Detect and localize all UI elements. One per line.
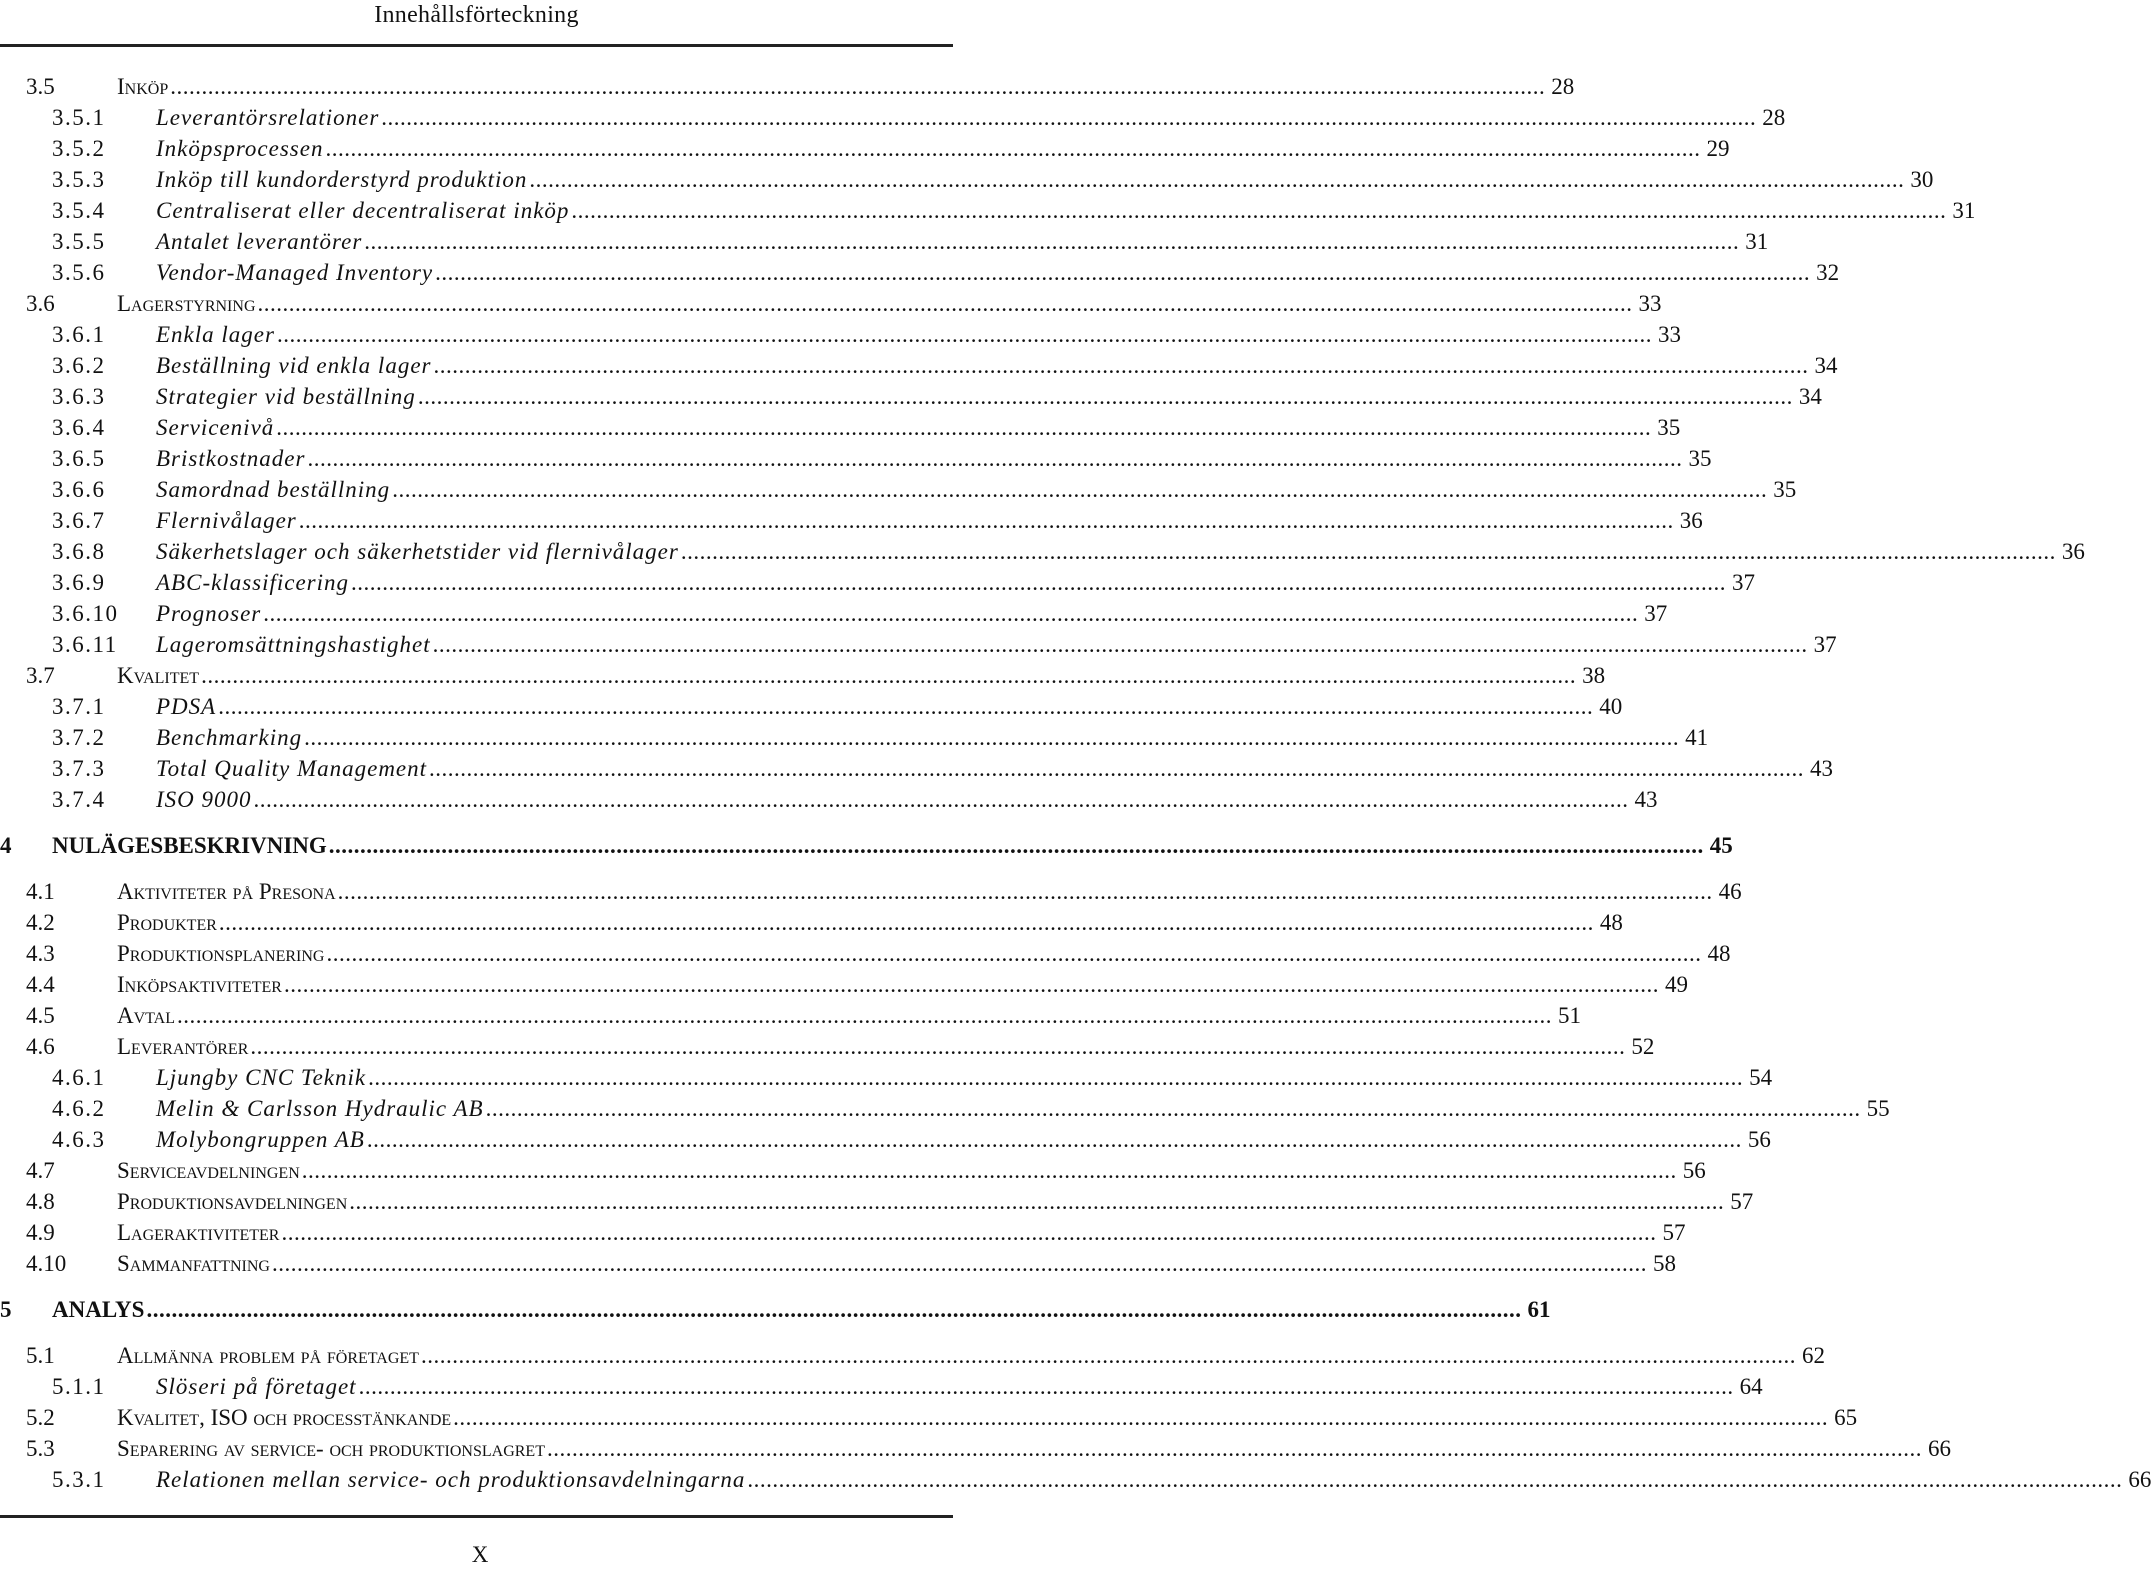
toc-entry-page: 35: [1657, 415, 1681, 440]
toc-entry-number: 4.6.1: [52, 1065, 106, 1090]
dot-leader: ............................................................................................................................................................................................................................: [276, 322, 1652, 347]
dot-leader: ............................................................................................................................................................................................................................: [432, 632, 1808, 657]
toc-entry-number: 3.6.2: [52, 353, 106, 378]
toc-entry[interactable]: [0, 412, 1681, 443]
toc-entry-number: 4.3: [26, 941, 55, 966]
dot-leader: ............................................................................................................................................................................................................................: [366, 1127, 1742, 1152]
toc-entry-page: 65: [1834, 1405, 1858, 1430]
toc-entry-number: 5.3: [26, 1436, 55, 1461]
toc-entry-title: Sammanfattning: [117, 1251, 270, 1276]
toc-entry-title: Separering av service- och produktionslagret: [117, 1436, 545, 1461]
toc-entry-number: 4.4: [26, 972, 55, 997]
dot-leader: ............................................................................................................................................................................................................................: [351, 570, 1727, 595]
toc-entry-number: 4.6: [26, 1034, 55, 1059]
toc-entry-title: Relationen mellan service- och produktionsavdelningarna: [156, 1467, 746, 1492]
toc-entry-number: 4: [0, 833, 12, 858]
toc-entry[interactable]: [0, 691, 1623, 722]
toc-entry-page: 31: [1745, 229, 1769, 254]
toc-entry-number: 3.6.6: [52, 477, 106, 502]
toc-entry-number: 3.6.7: [52, 508, 106, 533]
toc-entry[interactable]: [0, 319, 1681, 350]
toc-entry-page: 55: [1866, 1096, 1890, 1121]
toc-entry-number: 3.7.4: [52, 787, 106, 812]
toc-entry-page: 40: [1599, 694, 1623, 719]
toc-entry-number: 4.5: [26, 1003, 55, 1028]
dot-leader: ............................................................................................................................................................................................................................: [257, 291, 1633, 316]
toc-entry-title: Produkter: [117, 910, 217, 935]
dot-leader: ............................................................................................................................................................................................................................: [326, 941, 1702, 966]
toc-entry-page: 43: [1634, 787, 1658, 812]
toc-entry-page: 28: [1762, 105, 1786, 130]
toc-entry-page: 61: [1527, 1297, 1551, 1322]
toc-entry[interactable]: [0, 660, 1606, 691]
dot-leader: ............................................................................................................................................................................................................................: [283, 972, 1659, 997]
dot-leader: ............................................................................................................................................................................................................................: [680, 539, 2056, 564]
toc-entry-page: 37: [1813, 632, 1837, 657]
toc-entry-title: Leverantörer: [117, 1034, 249, 1059]
toc-entry[interactable]: [0, 722, 1709, 753]
toc-entry-title: Molybongruppen AB: [156, 1127, 365, 1152]
toc-entry-title: Inköpsaktiviteter: [117, 972, 282, 997]
toc-entry-page: 38: [1582, 663, 1606, 688]
dot-leader: ............................................................................................................................................................................................................................: [170, 74, 1546, 99]
toc-entry-number: 5: [0, 1297, 12, 1322]
dot-leader: ............................................................................................................................................................................................................................: [529, 167, 1905, 192]
dot-leader: ............................................................................................................................................................................................................................: [571, 198, 1947, 223]
toc-entry-title: Leverantörsrelationer: [156, 105, 380, 130]
toc-entry[interactable]: [0, 536, 2085, 567]
toc-entry-page: 30: [1910, 167, 1934, 192]
dot-leader: ............................................................................................................................................................................................................................: [392, 477, 1768, 502]
toc-entry-number: 3.7.3: [52, 756, 106, 781]
dot-leader: ............................................................................................................................................................................................................................: [433, 353, 1809, 378]
dot-leader: ............................................................................................................................................................................................................................: [435, 260, 1811, 285]
toc-entry[interactable]: [0, 257, 1840, 288]
toc-entry-number: 4.6.2: [52, 1096, 106, 1121]
toc-entry[interactable]: [0, 102, 1786, 133]
toc-entry[interactable]: [0, 938, 1731, 969]
dot-leader: ............................................................................................................................................................................................................................: [276, 415, 1652, 440]
toc-entry-title: Prognoser: [156, 601, 262, 626]
dot-leader: ............................................................................................................................................................................................................................: [747, 1467, 2123, 1492]
toc-entry-page: 34: [1814, 353, 1838, 378]
toc-entry-title: Strategier vid beställning: [156, 384, 416, 409]
toc-entry-title: Inköpsprocessen: [156, 136, 324, 161]
toc-entry[interactable]: [0, 1124, 1771, 1155]
dot-leader: ............................................................................................................................................................................................................................: [218, 910, 1594, 935]
toc-entry-page: 35: [1688, 446, 1712, 471]
toc-entry-page: 45: [1709, 833, 1733, 858]
toc-entry-title: Antalet leverantörer: [156, 229, 363, 254]
toc-entry[interactable]: [0, 1093, 1890, 1124]
toc-entry-number: 5.1: [26, 1343, 55, 1368]
toc-entry[interactable]: [0, 1248, 1676, 1279]
dot-leader: ............................................................................................................................................................................................................................: [453, 1405, 1829, 1430]
toc-entry-title: Melin & Carlsson Hydraulic AB: [156, 1096, 484, 1121]
toc-entry-page: 32: [1816, 260, 1840, 285]
dot-leader: ............................................................................................................................................................................................................................: [349, 1189, 1725, 1214]
toc-entry[interactable]: [0, 1464, 2151, 1495]
dot-leader: ............................................................................................................................................................................................................................: [546, 1436, 1922, 1461]
toc-entry-page: 51: [1558, 1003, 1581, 1028]
toc-entry-title: Samordnad beställning: [156, 477, 391, 502]
dot-leader: ............................................................................................................................................................................................................................: [485, 1096, 1861, 1121]
toc-entry[interactable]: [0, 1062, 1773, 1093]
toc-entry-number: 3.6.10: [52, 601, 119, 626]
toc-entry[interactable]: [0, 629, 1837, 660]
dot-leader: ............................................................................................................................................................................................................................: [417, 384, 1793, 409]
toc-entry-title: Kvalitet, ISO och processtänkande: [117, 1405, 452, 1430]
toc-entry-title: PDSA: [156, 694, 217, 719]
toc-entry-page: 56: [1682, 1158, 1706, 1183]
toc-entry-page: 31: [1952, 198, 1976, 223]
toc-entry-page: 34: [1798, 384, 1822, 409]
dot-leader: ............................................................................................................................................................................................................................: [429, 756, 1805, 781]
toc-entry-page: 28: [1551, 74, 1575, 99]
dot-leader: ............................................................................................................................................................................................................................: [218, 694, 1594, 719]
toc-entry-title: ANALYS: [52, 1297, 145, 1322]
toc-entry-page: 33: [1657, 322, 1681, 347]
toc-entry-number: 3.5.5: [52, 229, 106, 254]
dot-leader: ............................................................................................................................................................................................................................: [325, 136, 1701, 161]
toc-entry-number: 3.5.4: [52, 198, 106, 223]
page-number: X: [471, 1542, 489, 1567]
toc-entry[interactable]: [0, 567, 1756, 598]
dot-leader: ............................................................................................................................................................................................................................: [146, 1297, 1522, 1322]
toc-entry[interactable]: [0, 969, 1688, 1000]
toc-entry-title: Inköp till kundorderstyrd produktion: [156, 167, 528, 192]
toc-entry-page: 36: [2061, 539, 2085, 564]
toc-entry-page: 66: [1927, 1436, 1951, 1461]
toc-entry-number: 3.6.9: [52, 570, 106, 595]
toc-entry[interactable]: [0, 1217, 1686, 1248]
toc-entry[interactable]: [0, 288, 1662, 319]
toc-entry[interactable]: [0, 1402, 1858, 1433]
toc-entry-number: 3.6.5: [52, 446, 106, 471]
toc-entry-number: 3.6.1: [52, 322, 106, 347]
toc-entry[interactable]: [0, 1031, 1655, 1062]
toc-entry[interactable]: [0, 71, 1575, 102]
dot-leader: ............................................................................................................................................................................................................................: [281, 1220, 1657, 1245]
toc-entry[interactable]: [0, 195, 1976, 226]
toc-entry-title: Lageromsättningshastighet: [156, 632, 431, 657]
toc-entry-page: 48: [1599, 910, 1623, 935]
toc-entry[interactable]: [0, 474, 1797, 505]
toc-entry-title: Inköp: [117, 74, 169, 99]
toc-entry-number: 3.6.4: [52, 415, 106, 440]
toc-entry-title: Serviceavdelningen: [117, 1158, 300, 1183]
dot-leader: ............................................................................................................................................................................................................................: [271, 1251, 1647, 1276]
toc-entry-page: 62: [1801, 1343, 1825, 1368]
toc-entry-number: 3.5: [26, 74, 55, 99]
toc-entry-number: 3.5.1: [52, 105, 106, 130]
header-title: Innehållsförteckning: [374, 2, 579, 28]
toc-entry-number: 3.5.2: [52, 136, 106, 161]
toc-entry-number: 4.9: [26, 1220, 55, 1245]
toc-entry-title: Benchmarking: [156, 725, 303, 750]
toc-entry-page: 54: [1749, 1065, 1773, 1090]
dot-leader: ............................................................................................................................................................................................................................: [201, 663, 1577, 688]
toc-entry-title: Ljungby CNC Teknik: [156, 1065, 367, 1090]
toc-entry[interactable]: [0, 784, 1658, 815]
toc-entry-page: 37: [1644, 601, 1668, 626]
toc-entry-title: Beställning vid enkla lager: [156, 353, 432, 378]
toc-entry-title: Slöseri på företaget: [156, 1374, 357, 1399]
dot-leader: ............................................................................................................................................................................................................................: [250, 1034, 1626, 1059]
toc-entry-page: 48: [1707, 941, 1731, 966]
toc-entry-page: 46: [1718, 879, 1742, 904]
toc-entry-page: 56: [1747, 1127, 1771, 1152]
toc-entry-number: 5.3.1: [52, 1467, 106, 1492]
toc-entry-title: Säkerhetslager och säkerhetstider vid flernivålager: [156, 539, 679, 564]
toc-entry-number: 3.7.1: [52, 694, 106, 719]
toc-entry-page: 43: [1810, 756, 1834, 781]
dot-leader: ............................................................................................................................................................................................................................: [253, 787, 1629, 812]
footer-rule: [0, 1515, 953, 1518]
dot-leader: ............................................................................................................................................................................................................................: [364, 229, 1740, 254]
toc-entry-page: 58: [1652, 1251, 1676, 1276]
toc-entry-title: Enkla lager: [156, 322, 275, 347]
toc-entry-title: Allmänna problem på företaget: [117, 1343, 419, 1368]
toc-entry-title: Lageraktiviteter: [117, 1220, 280, 1245]
toc-entry-number: 4.7: [26, 1158, 55, 1183]
toc-entry-number: 4.8: [26, 1189, 55, 1214]
toc-entry[interactable]: [0, 830, 1733, 861]
toc-entry-number: 3.6.3: [52, 384, 106, 409]
dot-leader: ............................................................................................................................................................................................................................: [301, 1158, 1677, 1183]
dot-leader: ............................................................................................................................................................................................................................: [368, 1065, 1744, 1090]
dot-leader: ............................................................................................................................................................................................................................: [298, 508, 1674, 533]
toc-entry[interactable]: [0, 1433, 1951, 1464]
toc-entry-title: NULÄGESBESKRIVNING: [52, 833, 327, 858]
toc-entry-page: 64: [1739, 1374, 1763, 1399]
toc-entry-title: ABC-klassificering: [156, 570, 350, 595]
toc-entry-number: 3.6: [26, 291, 55, 316]
toc-entry[interactable]: [0, 443, 1712, 474]
toc-entry-page: 66: [2128, 1467, 2151, 1492]
toc-entry-number: 5.2: [26, 1405, 55, 1430]
toc-entry[interactable]: [0, 907, 1623, 938]
toc-entry-number: 3.5.6: [52, 260, 106, 285]
dot-leader: ............................................................................................................................................................................................................................: [337, 879, 1713, 904]
toc-entry-number: 4.10: [26, 1251, 67, 1276]
toc-entry[interactable]: [0, 1294, 1551, 1325]
toc-entry[interactable]: [0, 598, 1668, 629]
toc-entry-title: Produktionsavdelningen: [117, 1189, 348, 1214]
toc-entry-page: 41: [1685, 725, 1709, 750]
toc-entry-number: 4.6.3: [52, 1127, 106, 1152]
toc-entry-number: 3.6.11: [52, 632, 118, 657]
toc-entry[interactable]: [0, 381, 1822, 412]
toc-entry[interactable]: [0, 350, 1838, 381]
toc-entry-number: 4.1: [26, 879, 55, 904]
toc-entry-page: 52: [1631, 1034, 1655, 1059]
dot-leader: ............................................................................................................................................................................................................................: [177, 1003, 1552, 1028]
toc-entry[interactable]: [0, 1371, 1763, 1402]
dot-leader: ............................................................................................................................................................................................................................: [263, 601, 1639, 626]
toc-entry-number: 3.7: [26, 663, 55, 688]
toc-entry[interactable]: [0, 753, 1834, 784]
dot-leader: ............................................................................................................................................................................................................................: [358, 1374, 1734, 1399]
toc-entry[interactable]: [0, 876, 1742, 907]
toc-entry-title: ISO 9000: [156, 787, 252, 812]
toc-entry-title: Avtal: [117, 1003, 175, 1028]
toc-entry[interactable]: [0, 1186, 1754, 1217]
toc-entry-page: 57: [1662, 1220, 1686, 1245]
toc-entry-number: 5.1.1: [52, 1374, 106, 1399]
dot-leader: ............................................................................................................................................................................................................................: [307, 446, 1683, 471]
toc-entry-number: 3.7.2: [52, 725, 106, 750]
toc-entry-title: Flernivålager: [156, 508, 297, 533]
toc-entry[interactable]: [0, 164, 1934, 195]
toc-entry-number: 3.5.3: [52, 167, 106, 192]
toc-entry-title: Produktionsplanering: [117, 941, 325, 966]
dot-leader: ............................................................................................................................................................................................................................: [420, 1343, 1796, 1368]
toc-entry-page: 35: [1773, 477, 1797, 502]
toc-entry-title: Vendor-Managed Inventory: [156, 260, 434, 285]
toc-entry-number: 3.6.8: [52, 539, 106, 564]
toc-entry-page: 37: [1732, 570, 1756, 595]
toc-entry[interactable]: [0, 133, 1730, 164]
dot-leader: ............................................................................................................................................................................................................................: [304, 725, 1680, 750]
toc-entry-page: 36: [1679, 508, 1703, 533]
dot-leader: ............................................................................................................................................................................................................................: [381, 105, 1757, 130]
toc-entry-title: Lagerstyrning: [117, 291, 256, 316]
toc-entry-page: 33: [1638, 291, 1662, 316]
toc-entry-title: Servicenivå: [156, 415, 275, 440]
toc-entry-number: 4.2: [26, 910, 55, 935]
toc-entry-title: Centraliserat eller decentraliserat inköp: [156, 198, 570, 223]
toc-entry[interactable]: [0, 226, 1769, 257]
toc-entry-page: 29: [1706, 136, 1730, 161]
toc-entry[interactable]: [0, 505, 1703, 536]
toc-entry-page: 49: [1664, 972, 1688, 997]
toc-entry-title: Bristkostnader: [156, 446, 306, 471]
toc-entry-title: Total Quality Management: [156, 756, 428, 781]
toc-entry[interactable]: [0, 1340, 1825, 1371]
toc-entry-title: Kvalitet: [117, 663, 200, 688]
toc-entry-title: Aktiviteter på Presona: [117, 879, 336, 904]
toc-entry[interactable]: [0, 1155, 1706, 1186]
toc-entry-page: 57: [1730, 1189, 1754, 1214]
toc-entry[interactable]: [0, 1000, 1581, 1031]
dot-leader: ............................................................................................................................................................................................................................: [328, 833, 1704, 858]
